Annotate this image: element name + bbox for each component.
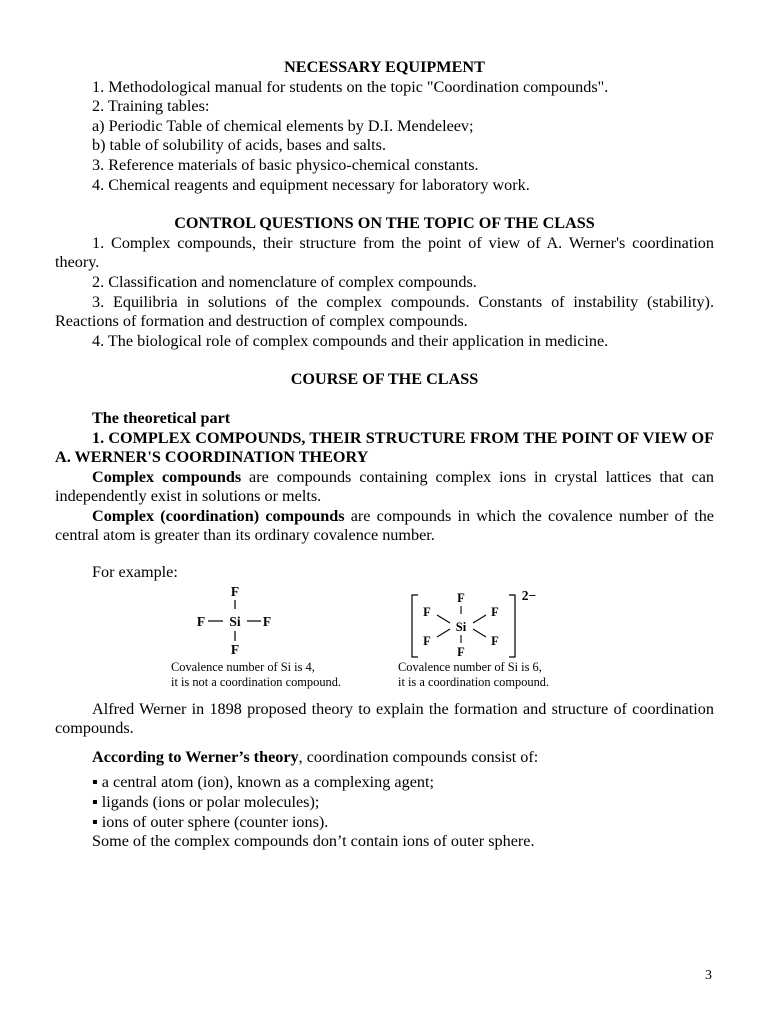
atom-label: F bbox=[230, 641, 240, 657]
structural-formulas bbox=[55, 585, 714, 689]
outer-sphere-note: Some of the complex compounds don’t contain ions of outer sphere. bbox=[92, 832, 535, 851]
atom-label: F bbox=[262, 613, 272, 629]
spacer bbox=[55, 689, 714, 700]
right-caption bbox=[398, 660, 549, 691]
equipment-item: b) table of solubility of acids, bases and salts. bbox=[92, 136, 387, 155]
component-bullet: ▪ ligands (ions or polar molecules); bbox=[92, 793, 320, 812]
theory-term: According to Werner’s theory bbox=[92, 747, 299, 766]
caption-line: Covalence number of Si is 4, bbox=[171, 659, 315, 674]
component-bullet: ▪ a central atom (ion), known as a complexing agent; bbox=[92, 773, 434, 792]
atom-label: F bbox=[457, 644, 465, 659]
atom-label: F bbox=[457, 590, 465, 605]
spacer bbox=[55, 546, 714, 563]
control-item: 3. Equilibria in solutions of the complex compounds. Constants of instability (stability). Reactions of formation and destruction of complex compounds. bbox=[55, 292, 714, 331]
equipment-item: 2. Training tables: bbox=[92, 97, 210, 116]
equipment-item: 1. Methodological manual for students on the topic "Coordination compounds". bbox=[92, 77, 609, 96]
atom-label: F bbox=[196, 613, 206, 629]
equipment-heading: NECESSARY EQUIPMENT bbox=[284, 58, 485, 76]
atom-label: F bbox=[230, 584, 240, 599]
atom-label: F bbox=[491, 633, 499, 648]
equipment-item: a) Periodic Table of chemical elements by D.I. Mendeleev; bbox=[92, 116, 474, 135]
caption-line: it is not a coordination compound. bbox=[171, 675, 342, 690]
control-item: 2. Classification and nomenclature of complex compounds. bbox=[92, 272, 477, 291]
example-figure bbox=[55, 585, 714, 689]
caption-line: it is a coordination compound. bbox=[398, 675, 550, 690]
right-bracket bbox=[509, 595, 515, 657]
spacer bbox=[55, 351, 714, 370]
definition-coordination-compounds bbox=[55, 507, 714, 546]
atom-label: F bbox=[423, 633, 431, 648]
theory-text: , coordination compounds consist of: bbox=[298, 747, 539, 766]
definition-complex-compounds bbox=[55, 468, 714, 507]
theoretical-part-heading: The theoretical part bbox=[92, 408, 231, 427]
sif4-structure bbox=[197, 585, 271, 657]
spacer bbox=[55, 739, 714, 748]
left-caption bbox=[171, 660, 341, 691]
sif6-complex-structure bbox=[412, 588, 536, 659]
page-content bbox=[55, 58, 714, 852]
atom-label: F bbox=[423, 604, 431, 619]
left-bracket bbox=[412, 595, 418, 657]
course-heading: COURSE OF THE CLASS bbox=[290, 370, 479, 389]
ion-charge: 2− bbox=[521, 587, 537, 603]
definition-text: are compounds in which the covalence number of the central atom is greater than its ordinary covalence number. bbox=[55, 506, 714, 545]
page-number: 3 bbox=[705, 968, 712, 983]
section-title: 1. COMPLEX COMPOUNDS, THEIR STRUCTURE FROM THE POINT OF VIEW OF A. WERNER'S COORDINATION THEORY bbox=[55, 428, 714, 467]
control-item: 1. Complex compounds, their structure from the point of view of A. Werner's coordination theory. bbox=[55, 233, 714, 272]
atom-label: Si bbox=[455, 619, 467, 634]
equipment-item: 3. Reference materials of basic physico-chemical constants. bbox=[92, 155, 479, 174]
control-heading: CONTROL QUESTIONS ON THE TOPIC OF THE CLASS bbox=[174, 214, 595, 233]
definition-text: are compounds containing complex ions in crystal lattices that can independently exist in solutions or melts. bbox=[55, 467, 714, 506]
atom-label: F bbox=[491, 604, 499, 619]
caption-line: Covalence number of Si is 6, bbox=[398, 659, 542, 674]
werner-theory bbox=[55, 748, 714, 768]
equipment-item: 4. Chemical reagents and equipment necessary for laboratory work. bbox=[92, 175, 530, 194]
atom-label: Si bbox=[229, 613, 241, 629]
example-label: For example: bbox=[92, 563, 178, 582]
definition-term: Complex (coordination) compounds bbox=[92, 506, 345, 525]
definition-term: Complex compounds bbox=[92, 467, 242, 486]
werner-intro: Alfred Werner in 1898 proposed theory to explain the formation and structure of coordination compounds. bbox=[55, 699, 714, 738]
component-bullet: ▪ ions of outer sphere (counter ions). bbox=[92, 812, 329, 831]
control-item: 4. The biological role of complex compounds and their application in medicine. bbox=[92, 331, 609, 350]
spacer bbox=[55, 195, 714, 214]
spacer bbox=[55, 390, 714, 409]
